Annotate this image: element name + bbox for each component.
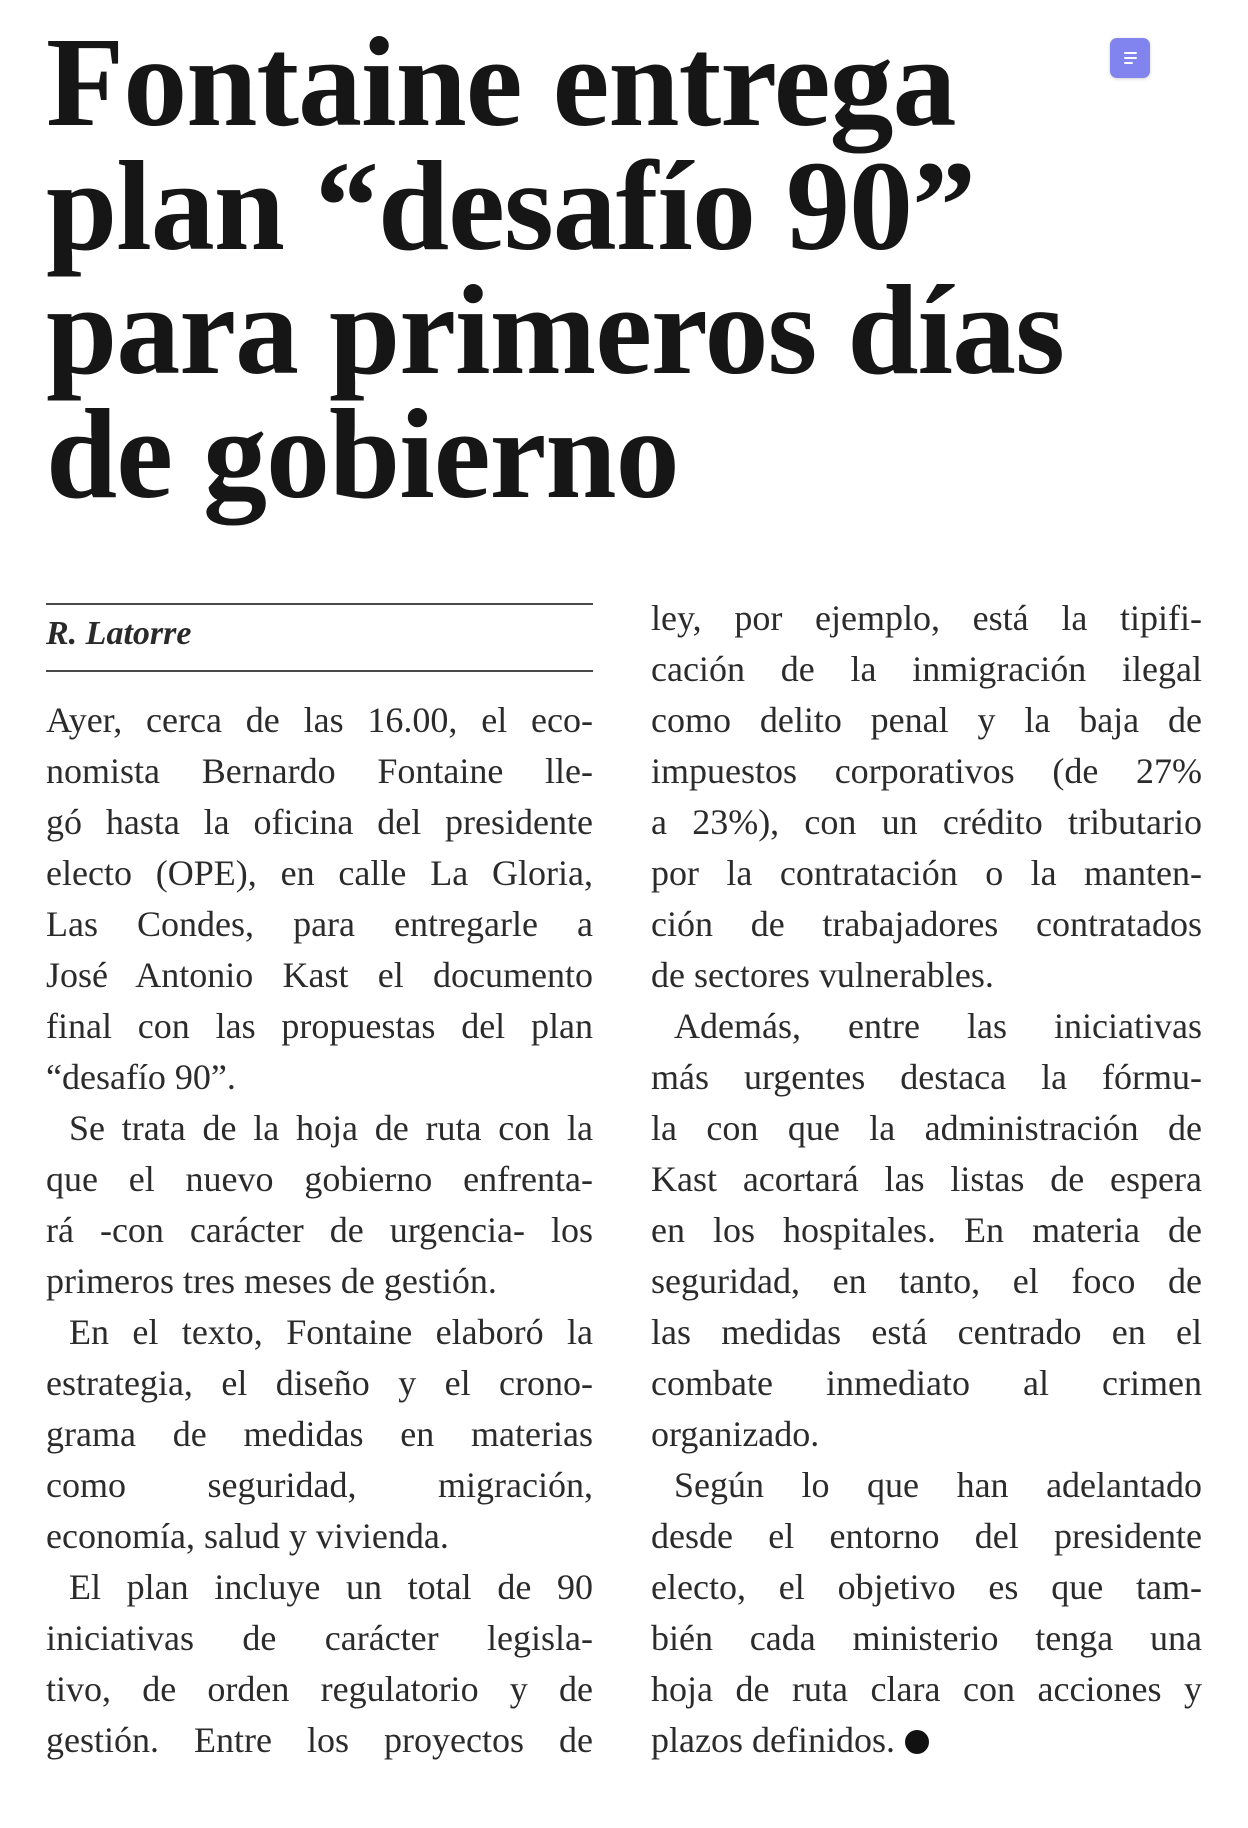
text-line: [651, 797, 1202, 848]
article-paragraph: [46, 1562, 593, 1766]
text-line-content: Ayer, cerca de las 16.00, el eco-: [46, 700, 593, 740]
headline-line: para primeros días: [46, 259, 1064, 401]
text-line-content: Según lo que han adelantado: [674, 1465, 1202, 1505]
text-line: [46, 1562, 593, 1613]
text-line-content: En el texto, Fontaine elaboró la: [69, 1312, 593, 1352]
text-line-content: economía, salud y vivienda.: [46, 1516, 449, 1556]
byline: R. Latorre: [46, 615, 192, 652]
byline-rule-top: [46, 603, 593, 605]
text-line: [46, 1358, 593, 1409]
text-line: [651, 899, 1202, 950]
text-line-content: plazos definidos.: [651, 1720, 895, 1760]
text-line-content: cación de la inmigración ilegal: [651, 649, 1202, 689]
text-line: [651, 1103, 1202, 1154]
text-line-content: gestión. Entre los proyectos de: [46, 1720, 593, 1760]
text-line: [46, 1613, 593, 1664]
text-line-content: combate inmediato al crimen: [651, 1363, 1202, 1403]
article-paragraph: [46, 1307, 593, 1562]
headline: [46, 11, 1106, 525]
text-line: [651, 1715, 1202, 1766]
text-line: [46, 1307, 593, 1358]
text-line: [651, 593, 1202, 644]
text-line: [46, 1103, 593, 1154]
text-line: [46, 950, 593, 1001]
text-line: [651, 848, 1202, 899]
text-line-content: ción de trabajadores contratados: [651, 904, 1202, 944]
text-line-content: Kast acortará las listas de espera: [651, 1159, 1202, 1199]
text-line: [46, 746, 593, 797]
text-line: [46, 1460, 593, 1511]
menu-lines-icon: [1124, 57, 1137, 59]
text-line: [651, 1511, 1202, 1562]
text-line-content: rá -con carácter de urgencia- los: [46, 1210, 593, 1250]
menu-button[interactable]: [1110, 38, 1150, 78]
text-line: [46, 1664, 593, 1715]
text-line: [46, 1409, 593, 1460]
headline-line: Fontaine entrega: [46, 11, 956, 153]
text-line-content: primeros tres meses de gestión.: [46, 1261, 497, 1301]
text-line-content: El plan incluye un total de 90: [69, 1567, 593, 1607]
text-line: [46, 797, 593, 848]
text-line: [651, 1409, 1202, 1460]
text-line-content: final con las propuestas del plan: [46, 1006, 593, 1046]
text-line-content: bién cada ministerio tenga una: [651, 1618, 1202, 1658]
text-line-content: por la contratación o la manten-: [651, 853, 1202, 893]
end-mark-dot-icon: [905, 1730, 929, 1754]
text-line-content: que el nuevo gobierno enfrenta-: [46, 1159, 593, 1199]
menu-lines-icon: [1124, 62, 1133, 64]
text-line: [651, 1052, 1202, 1103]
article-paragraph: [46, 1103, 593, 1307]
text-line: [651, 950, 1202, 1001]
text-line-content: impuestos corporativos (de 27%: [651, 751, 1202, 791]
text-line: [651, 1664, 1202, 1715]
article-paragraph: [651, 1460, 1202, 1766]
text-line-content: Se trata de la hoja de ruta con la: [69, 1108, 593, 1148]
text-line-content: iniciativas de carácter legisla-: [46, 1618, 593, 1658]
text-line: [651, 1307, 1202, 1358]
text-line: [46, 1511, 593, 1562]
headline-line: de gobierno: [46, 383, 679, 525]
text-line-content: seguridad, en tanto, el foco de: [651, 1261, 1202, 1301]
text-line-content: como delito penal y la baja de: [651, 700, 1202, 740]
text-line-content: gó hasta la oficina del presidente: [46, 802, 593, 842]
text-line-content: estrategia, el diseño y el crono-: [46, 1363, 593, 1403]
text-line: [46, 1001, 593, 1052]
text-line: [46, 1205, 593, 1256]
text-line: [46, 1715, 593, 1766]
text-line-content: desde el entorno del presidente: [651, 1516, 1202, 1556]
text-line-content: Las Condes, para entregarle a: [46, 904, 593, 944]
text-line-content: la con que la administración de: [651, 1108, 1202, 1148]
text-line-content: ley, por ejemplo, está la tipifi-: [651, 598, 1202, 638]
text-line: [651, 1562, 1202, 1613]
text-line-content: tivo, de orden regulatorio y de: [46, 1669, 593, 1709]
text-line: [651, 1001, 1202, 1052]
text-line: [651, 746, 1202, 797]
text-line-content: hoja de ruta clara con acciones y: [651, 1669, 1202, 1709]
article-paragraph: [651, 1001, 1202, 1460]
text-line: [651, 1358, 1202, 1409]
text-line-content: “desafío 90”.: [46, 1057, 236, 1097]
text-line: [651, 1154, 1202, 1205]
text-line: [46, 1154, 593, 1205]
text-line: [651, 695, 1202, 746]
headline-line: plan “desafío 90”: [46, 135, 975, 277]
article-column-left: [46, 695, 593, 1766]
text-line-content: nomista Bernardo Fontaine lle-: [46, 751, 593, 791]
text-line: [651, 1205, 1202, 1256]
text-line: [651, 1256, 1202, 1307]
menu-lines-icon: [1124, 52, 1137, 54]
text-line-content: Además, entre las iniciativas: [674, 1006, 1202, 1046]
text-line-content: más urgentes destaca la fórmu-: [651, 1057, 1202, 1097]
text-line-content: las medidas está centrado en el: [651, 1312, 1202, 1352]
article-paragraph: [46, 695, 593, 1103]
text-line: [46, 1256, 593, 1307]
text-line-content: como seguridad, migración,: [46, 1465, 593, 1505]
text-line-content: electo, el objetivo es que tam-: [651, 1567, 1202, 1607]
article-column-right: [651, 593, 1202, 1766]
text-line: [46, 899, 593, 950]
text-line: [651, 644, 1202, 695]
text-line: [46, 1052, 593, 1103]
text-line: [46, 848, 593, 899]
text-line-content: organizado.: [651, 1414, 820, 1454]
text-line-content: en los hospitales. En materia de: [651, 1210, 1202, 1250]
text-line: [651, 1613, 1202, 1664]
article-paragraph: [651, 593, 1202, 1001]
text-line-content: José Antonio Kast el documento: [46, 955, 593, 995]
byline-rule-bottom: [46, 670, 593, 672]
text-line: [46, 695, 593, 746]
text-line-content: de sectores vulnerables.: [651, 955, 994, 995]
text-line: [651, 1460, 1202, 1511]
text-line-content: electo (OPE), en calle La Gloria,: [46, 853, 593, 893]
text-line-content: grama de medidas en materias: [46, 1414, 593, 1454]
text-line-content: a 23%), con un crédito tributario: [651, 802, 1202, 842]
